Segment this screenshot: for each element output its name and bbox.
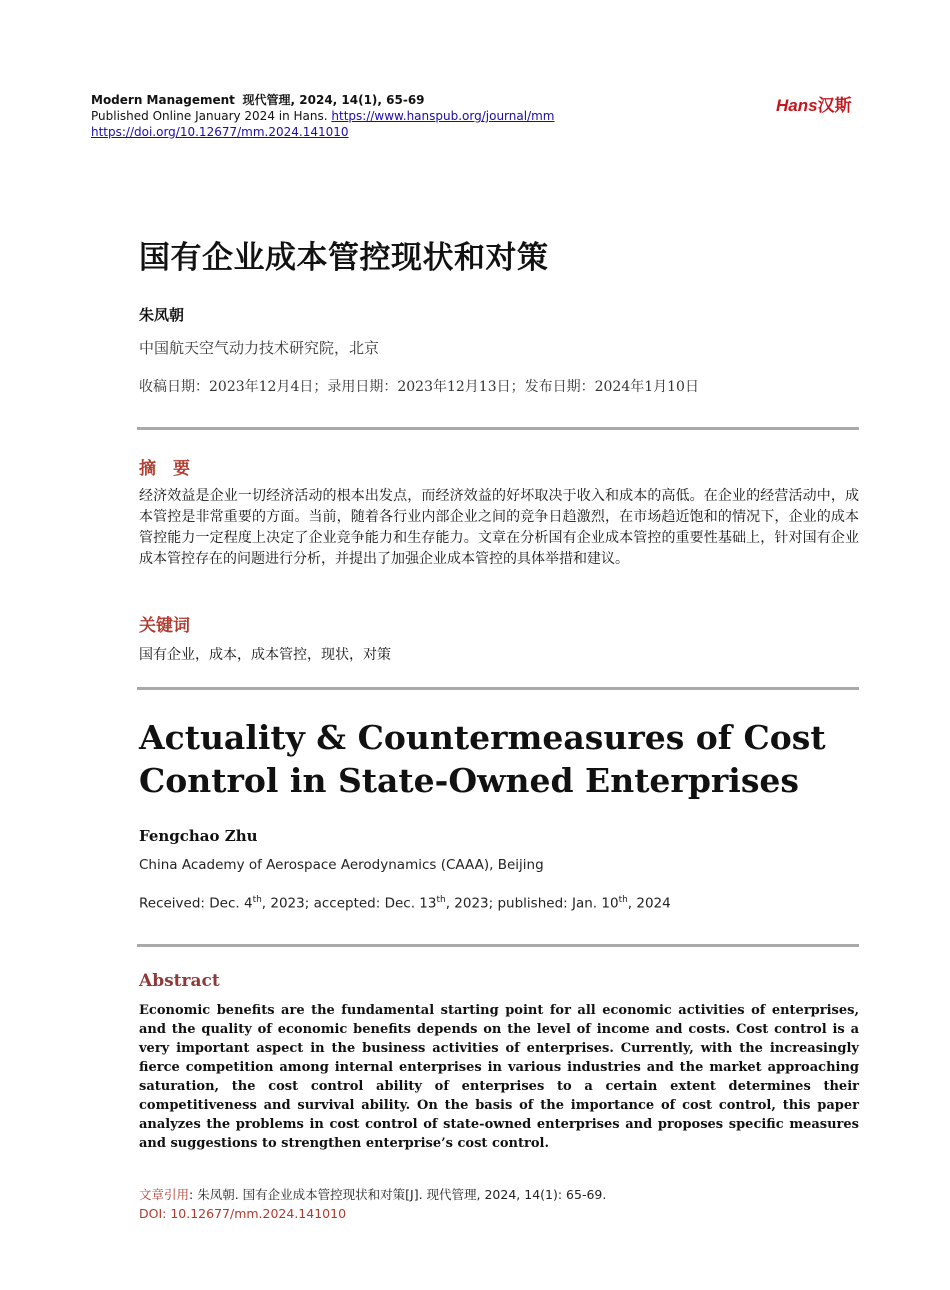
published-year: , 2024 bbox=[627, 895, 671, 912]
citation-text: : 朱凤朝. 国有企业成本管控现状和对策[J]. 现代管理, 2024, 14(1): 65-69. bbox=[189, 1187, 607, 1202]
english-abstract-heading: Abstract bbox=[139, 971, 220, 991]
published-sup: th bbox=[618, 895, 628, 905]
citation-block bbox=[139, 1185, 606, 1223]
divider-bottom bbox=[137, 944, 859, 947]
english-title: Actuality & Countermeasures of Cost Control in State-Owned Enterprises bbox=[139, 718, 826, 800]
logo-latin: Hans bbox=[776, 96, 818, 115]
english-dates bbox=[139, 895, 671, 912]
doi-link[interactable]: https://doi.org/10.12677/mm.2024.141010 bbox=[91, 125, 349, 139]
english-affiliation: China Academy of Aerospace Aerodynamics (CAAA), Beijing bbox=[139, 857, 544, 873]
journal-name: Modern Management bbox=[91, 93, 235, 107]
journal-url-link[interactable]: https://www.hanspub.org/journal/mm bbox=[331, 109, 555, 123]
hans-logo bbox=[776, 91, 852, 116]
divider-middle bbox=[137, 687, 859, 690]
citation-label: 文章引用 bbox=[139, 1187, 190, 1202]
published-text: , 2023; published: Jan. 10 bbox=[445, 895, 619, 912]
accepted-sup: th bbox=[436, 895, 446, 905]
chinese-affiliation: 中国航天空气动力技术研究院，北京 bbox=[139, 339, 380, 357]
chinese-abstract: 经济效益是企业一切经济活动的根本出发点，而经济效益的好坏取决于收入和成本的高低。在企业的经营活动中，成本管控是非常重要的方面。当前，随着各行业内部企业之间的竞争日趋激烈，在市场趋近饱和的情况下，企业的成本管控能力一定程度上决定了企业竞争能力和生存能力。文章在分析国有企业成本管控的重要性基础上，针对国有企业成本管控存在的问题进行分析，并提出了加强企业成本管控的具体举措和建议。 bbox=[139, 488, 859, 567]
english-abstract: Economic benefits are the fundamental starting point for all economic activities of enterprises, and the quality of economic benefits depends on the level of income and costs. Cost control is a very important aspect in the business activities of enterprises. Currently, with the increasingly fierce competition among internal enterprises in various industries and the market approaching saturation, the cost control ability of enterprises to a certain extent determines their competitiveness and survival ability. On the basis of the importance of cost control, this paper analyzes the problems in cost control of state-owned enterprises and proposes specific measures and suggestions to strengthen enterprise’s cost control. bbox=[139, 1003, 859, 1151]
received-sup: th bbox=[252, 895, 262, 905]
divider-top bbox=[137, 427, 859, 430]
journal-header bbox=[91, 92, 555, 140]
published-note: Published Online January 2024 in Hans. bbox=[91, 109, 328, 123]
received-text: Received: Dec. 4 bbox=[139, 895, 253, 912]
logo-cn: 汉斯 bbox=[817, 96, 852, 115]
citation-doi: DOI: 10.12677/mm.2024.141010 bbox=[139, 1206, 347, 1221]
chinese-title: 国有企业成本管控现状和对策 bbox=[139, 240, 549, 276]
chinese-abstract-heading: 摘 要 bbox=[139, 459, 190, 479]
english-author: Fengchao Zhu bbox=[139, 827, 258, 845]
chinese-author: 朱凤朝 bbox=[139, 306, 185, 324]
chinese-keywords-heading: 关键词 bbox=[139, 616, 190, 636]
accepted-text: , 2023; accepted: Dec. 13 bbox=[261, 895, 437, 912]
journal-volume-cn: 现代管理, 2024, 14(1), 65-69 bbox=[242, 93, 425, 107]
chinese-keywords: 国有企业，成本，成本管控，现状，对策 bbox=[139, 647, 391, 663]
chinese-dates: 收稿日期：2023年12月4日；录用日期：2023年12月13日；发布日期：2024年1月10日 bbox=[139, 379, 699, 395]
